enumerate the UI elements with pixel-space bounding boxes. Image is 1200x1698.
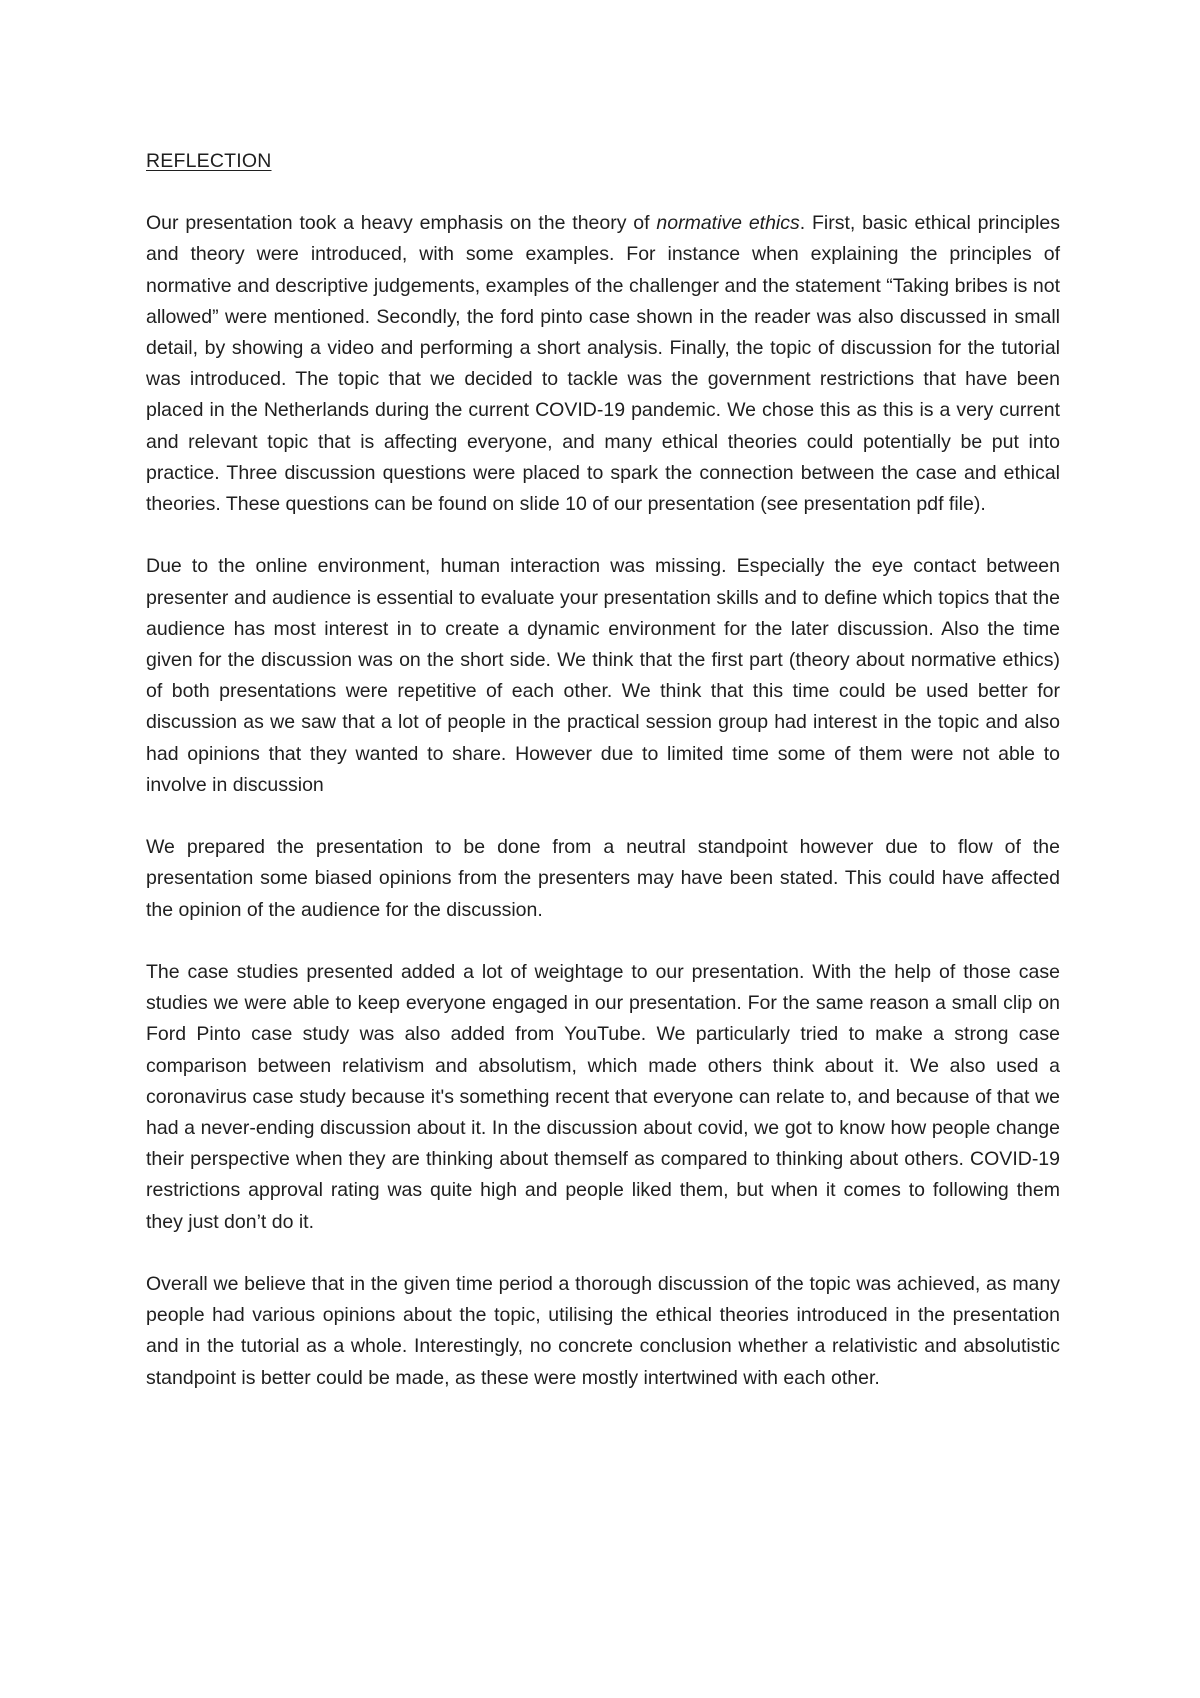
- paragraph-text: Our presentation took a heavy emphasis on the theory of: [146, 212, 657, 235]
- paragraph-text: . First, basic ethical principles and theory were introduced, with some examples. For instance when explaining the principles of normative and descriptive judgements, examples of the challenger and the statement “Taking bribes is not allowed” were mentioned. Secondly, the ford pinto case shown in the reader was also discussed in small detail, by showing a video and performing a short analysis. Finally, the topic of discussion for the tutorial was introduced. The topic that we decided to tackle was the government restrictions that have been placed in the Netherlands during the current COVID-19 pandemic. We chose this as this is a very current and relevant topic that is affecting everyone, and many ethical theories could potentially be put into practice. Three discussion questions were placed to spark the connection between the case and ethical theories. These questions can be found on slide 10 of our presentation (see presentation pdf file).: [146, 212, 1061, 516]
- paragraph-neutral-standpoint: We prepared the presentation to be done from a neutral standpoint however due to flow of the presentation some biased opinions from the presenters may have been stated. This could have affected the opinion of the audience for the discussion.: [146, 836, 1060, 921]
- page-title: REFLECTION: [146, 150, 272, 172]
- paragraph-case-studies: The case studies presented added a lot of weightage to our presentation. With the help of those case studies we were able to keep everyone engaged in our presentation. For the same reason a small clip on Ford Pinto case study was also added from YouTube. We particularly tried to make a strong case comparison between relativism and absolutism, which made others think about it. We also used a coronavirus case study because it's something recent that everyone can relate to, and because of that we had a never-ending discussion about it. In the discussion about covid, we got to know how people change their perspective when they are thinking about themself as compared to thinking about others. COVID-19 restrictions approval rating was quite high and people liked them, but when it comes to following them they just don’t do it.: [146, 961, 1060, 1233]
- emphasis-normative-ethics: normative ethics: [656, 212, 800, 235]
- paragraph-online-environment: Due to the online environment, human interaction was missing. Especially the eye contact between presenter and audience is essential to evaluate your presentation skills and to define which topics that the audience has most interest in to create a dynamic environment for the later discussion. Also the time given for the discussion was on the short side. We think that the first part (theory about normative ethics) of both presentations were repetitive of each other. We think that this time could be used better for discussion as we saw that a lot of people in the practical session group had interest in the topic and also had opinions that they wanted to share. However due to limited time some of them were not able to involve in discussion: [146, 555, 1060, 796]
- paragraph-presentation-overview: [146, 208, 1060, 520]
- document-body: [146, 146, 1060, 1425]
- paragraph-conclusion: Overall we believe that in the given time period a thorough discussion of the topic was achieved, as many people had various opinions about the topic, utilising the ethical theories introduced in the presentation and in the tutorial as a whole. Interestingly, no concrete conclusion whether a relativistic and absolutistic standpoint is better could be made, as these were mostly intertwined with each other.: [146, 1273, 1060, 1389]
